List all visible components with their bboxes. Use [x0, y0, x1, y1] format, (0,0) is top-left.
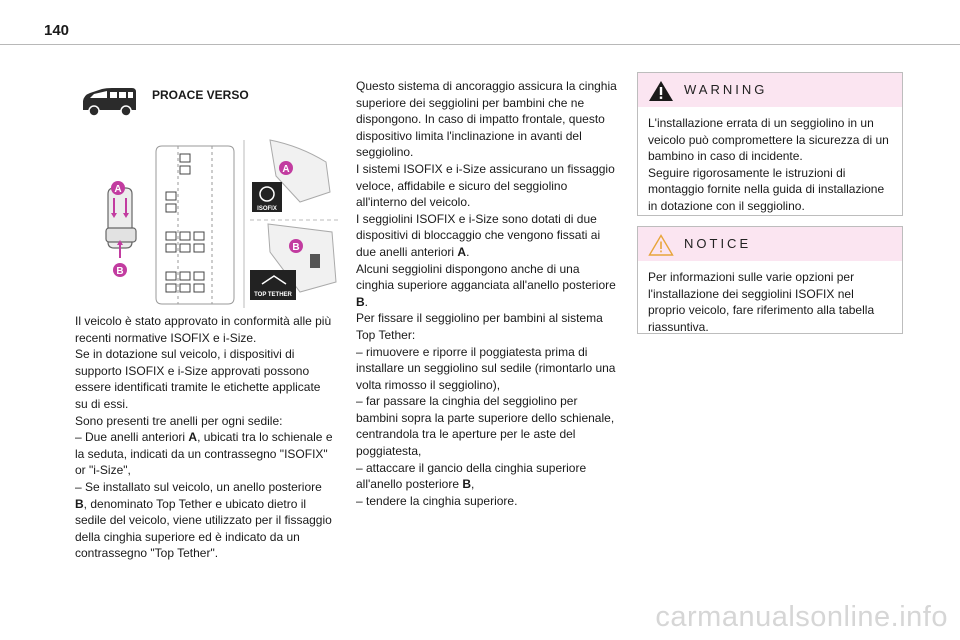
text-line: due anelli anteriori A. [356, 244, 470, 259]
notice-header [638, 227, 902, 261]
vehicle-heading [80, 84, 350, 124]
text-line: cinghia superiore agganciata all'anello posteriore [356, 278, 616, 293]
tether-ring [310, 254, 320, 268]
text-line: I seggiolini ISOFIX e i-Size sono dotati di due [356, 211, 597, 226]
warning-header [638, 73, 902, 107]
left-column-text [75, 313, 343, 562]
text-line: – Due anelli anteriori A, ubicati tra lo schienale e [75, 430, 333, 445]
text-line: seggiolino. [356, 145, 414, 160]
marker-a-top-label: A [282, 164, 290, 175]
text-line: dispongono. In caso di impatto frontale, questo [356, 112, 605, 127]
text-line: veloce, affidabile e sicuro del seggiolino [356, 178, 568, 193]
text-line: Sono presenti tre anelli per ogni sedile: [75, 413, 283, 428]
text-line: recenti normative ISOFIX e i-Size. [75, 330, 257, 345]
notice-triangle-icon [648, 234, 674, 256]
text-line: veicolo può compromettere la sicurezza di un [648, 132, 889, 147]
text-line: Seguire rigorosamente le istruzioni di [648, 165, 846, 180]
text-line: essere identificati tramite le etichette applicate [75, 380, 321, 395]
header-divider [0, 44, 960, 45]
top-tether-label: TOP TETHER [254, 292, 292, 298]
text-line: volta rimosso il seggiolino), [356, 377, 501, 392]
text-line: Top Tether: [356, 327, 416, 342]
text-line: B, denominato Top Tether e ubicato dietro il [75, 496, 307, 511]
text-line: della cinghia superiore ed è indicato da un [75, 529, 300, 544]
text-line: Per fissare il seggiolino per bambini al sistema [356, 311, 603, 326]
seat-row-icons [166, 154, 204, 292]
van-icon [80, 86, 138, 120]
text-line: poggiatesta, [356, 444, 422, 459]
text-line: I sistemi ISOFIX e i-Size assicurano un fissaggio [356, 161, 615, 176]
seat-diagram [106, 188, 136, 258]
text-line: – attaccare il gancio della cinghia superiore [356, 460, 587, 475]
page-number: 140 [44, 22, 70, 39]
marker-a-label: A [114, 184, 122, 195]
text-line: centrandola tra le aperture per le aste del [356, 427, 576, 442]
text-line: all'interno del veicolo. [356, 195, 471, 210]
notice-box [637, 226, 903, 334]
text-line: Se in dotazione sul veicolo, i dispositivi di [75, 347, 295, 362]
warning-triangle-icon [648, 80, 674, 102]
warning-text [638, 107, 902, 215]
text-line: Il veicolo è stato approvato in conformità alle più [75, 314, 332, 328]
text-line: bambino in caso di incidente. [648, 149, 803, 164]
text-line: dispositivo limita l'inclinazione in avanti del [356, 128, 582, 143]
text-line: installare un seggiolino sul sedile (rimontarlo una [356, 361, 616, 376]
text-line: – tendere la cinghia superiore. [356, 493, 518, 508]
text-line: la seduta, indicati da un contrassegno "ISOFIX" [75, 446, 328, 461]
text-line: Alcuni seggiolini dispongono anche di una [356, 261, 580, 276]
text-line: su di essi. [75, 396, 129, 411]
text-line: bambini sopra la parte superiore dello schienale, [356, 410, 615, 425]
text-line: montaggio fornite nella guida di installazione [648, 182, 885, 197]
text-line: – far passare la cinghia del seggiolino per [356, 394, 578, 409]
text-line: Per informazioni sulle varie opzioni per [648, 270, 855, 284]
notice-title: NOTICE [684, 236, 752, 251]
marker-b-label: B [116, 266, 124, 277]
text-line: B. [356, 294, 369, 309]
text-line: in dotazione con il seggiolino. [648, 198, 805, 213]
text-line: L'installazione errata di un seggiolino in un [648, 116, 874, 130]
text-line: – rimuovere e riporre il poggiatesta prima di [356, 344, 588, 359]
marker-b-top-label: B [292, 242, 300, 253]
text-line: dispositivi di bloccaggio che vengono fissati ai [356, 228, 601, 243]
text-line: or "i-Size", [75, 463, 131, 478]
text-line: contrassegno "Top Tether". [75, 546, 219, 561]
watermark: carmanualsonline.info [655, 601, 948, 633]
warning-box [637, 72, 903, 216]
text-line: sedile del veicolo, viene utilizzato per il fissaggio [75, 513, 332, 528]
warning-title: WARNING [684, 82, 768, 97]
vehicle-name: PROACE VERSO [152, 88, 249, 102]
notice-text [638, 261, 902, 335]
text-line: riassuntiva. [648, 319, 709, 334]
text-line: l'installazione dei seggiolini ISOFIX nel [648, 286, 854, 301]
text-line: – Se installato sul veicolo, un anello posteriore [75, 479, 322, 494]
text-line: Questo sistema di ancoraggio assicura la cinghia [356, 79, 617, 93]
isofix-illustration [100, 132, 340, 308]
isofix-label: ISOFIX [257, 206, 277, 212]
text-line: superiore dei seggiolini per bambini che ne [356, 95, 585, 110]
text-line: all'anello posteriore B, [356, 477, 475, 492]
middle-column-text [356, 78, 626, 509]
text-line: proprio veicolo, fare riferimento alla tabella [648, 303, 875, 318]
text-line: supporto ISOFIX e i-Size approvati possono [75, 363, 310, 378]
